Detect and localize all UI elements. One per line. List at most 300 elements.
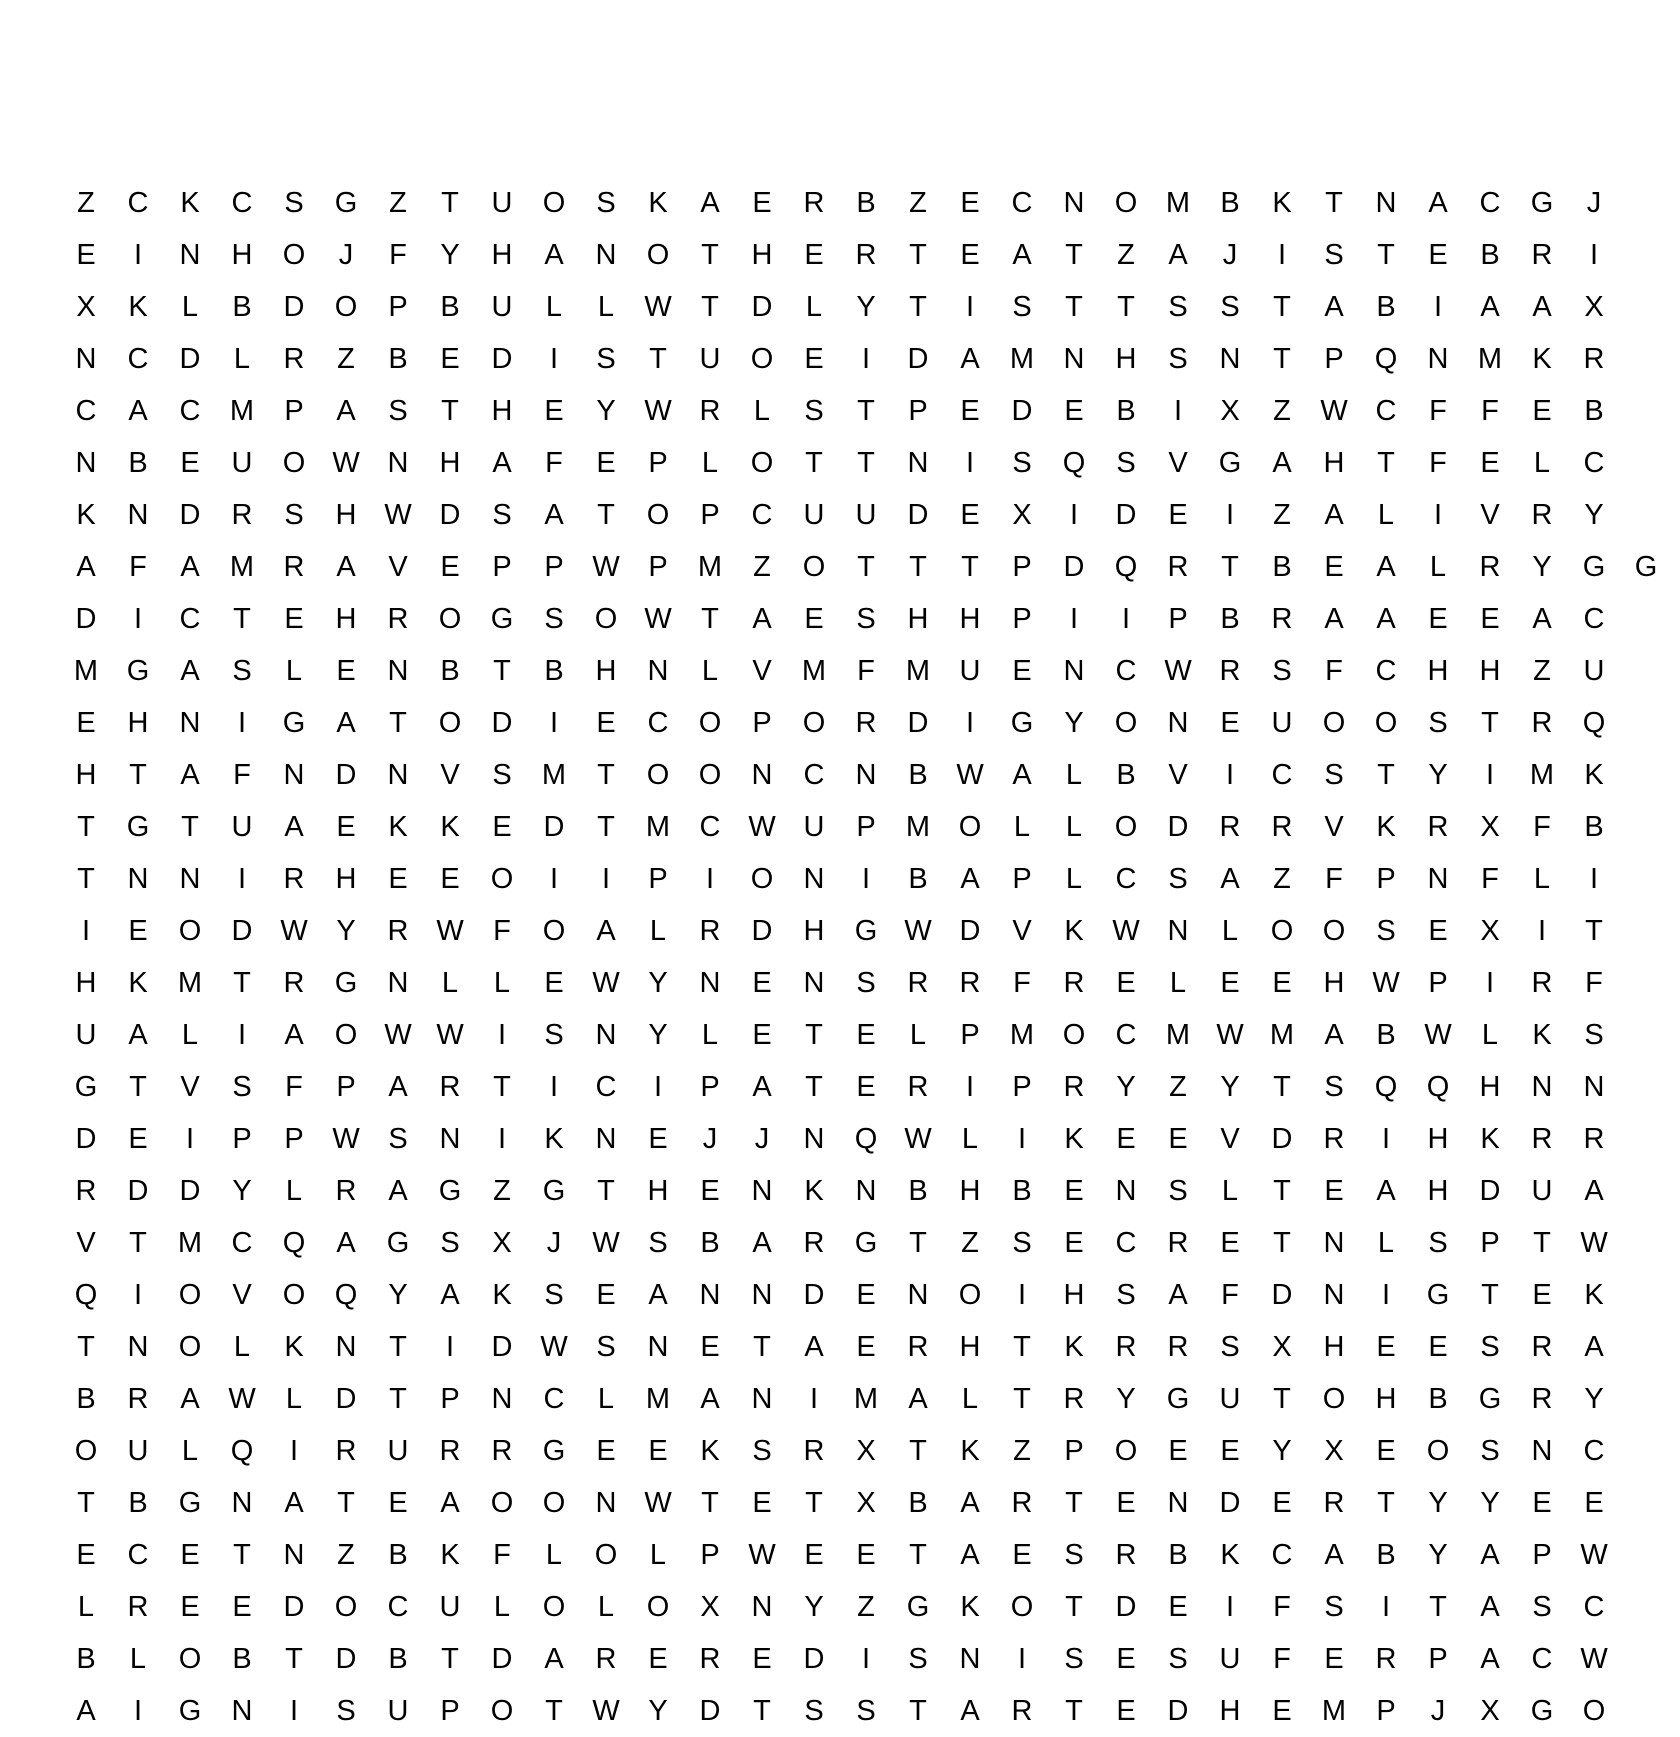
grid-letter[interactable]: T (1377, 758, 1395, 791)
grid-letter[interactable]: H (595, 654, 617, 687)
grid-letter[interactable]: O (282, 238, 306, 271)
grid-letter[interactable]: L (181, 290, 199, 323)
grid-letter[interactable]: T (233, 1538, 251, 1571)
grid-letter[interactable]: B (1168, 1538, 1188, 1571)
grid-letter[interactable]: N (283, 758, 305, 791)
grid-letter[interactable]: G (490, 602, 514, 635)
grid-letter[interactable]: Y (1428, 758, 1448, 791)
grid-letter[interactable]: E (1532, 394, 1552, 427)
grid-letter[interactable]: B (1116, 758, 1136, 791)
grid-letter[interactable]: F (389, 238, 407, 271)
grid-letter[interactable]: F (1481, 394, 1499, 427)
grid-letter[interactable]: H (1323, 1330, 1345, 1363)
grid-letter[interactable]: Z (1273, 498, 1291, 531)
grid-letter[interactable]: I (1381, 1122, 1391, 1155)
grid-letter[interactable]: R (1167, 1226, 1189, 1259)
grid-letter[interactable]: E (804, 602, 824, 635)
grid-letter[interactable]: Y (1116, 1070, 1136, 1103)
grid-letter[interactable]: G (126, 810, 150, 843)
grid-letter[interactable]: R (1323, 1122, 1345, 1155)
grid-letter[interactable]: M (905, 654, 931, 687)
grid-letter[interactable]: H (75, 758, 97, 791)
grid-letter[interactable]: N (1063, 186, 1085, 219)
grid-letter[interactable]: T (597, 810, 615, 843)
grid-letter[interactable]: G (386, 1226, 410, 1259)
grid-letter[interactable]: D (179, 1174, 201, 1207)
grid-letter[interactable]: T (441, 394, 459, 427)
grid-letter[interactable]: T (181, 810, 199, 843)
grid-letter[interactable]: E (648, 1122, 668, 1155)
grid-letter[interactable]: W (1216, 1018, 1244, 1051)
grid-letter[interactable]: H (647, 1174, 669, 1207)
grid-letter[interactable]: J (1430, 1694, 1446, 1727)
grid-letter[interactable]: K (180, 186, 200, 219)
grid-letter[interactable]: R (283, 342, 305, 375)
grid-letter[interactable]: E (1428, 1330, 1448, 1363)
grid-letter[interactable]: S (1064, 1538, 1084, 1571)
grid-letter[interactable]: R (907, 966, 929, 999)
grid-letter[interactable]: D (907, 498, 929, 531)
grid-letter[interactable]: O (74, 1434, 98, 1467)
grid-letter[interactable]: B (1584, 810, 1604, 843)
grid-letter[interactable]: H (491, 238, 513, 271)
grid-letter[interactable]: T (1273, 1382, 1291, 1415)
grid-letter[interactable]: O (646, 758, 670, 791)
grid-letter[interactable]: N (803, 966, 825, 999)
grid-letter[interactable]: I (1381, 1278, 1391, 1311)
grid-letter[interactable]: O (334, 1018, 358, 1051)
grid-letter[interactable]: E (76, 706, 96, 739)
grid-letter[interactable]: S (1012, 446, 1032, 479)
grid-letter[interactable]: E (180, 1538, 200, 1571)
grid-letter[interactable]: A (1220, 862, 1240, 895)
grid-letter[interactable]: N (803, 1122, 825, 1155)
grid-letter[interactable]: H (1323, 446, 1345, 479)
grid-letter[interactable]: E (1584, 1486, 1604, 1519)
grid-letter[interactable]: S (1324, 1590, 1344, 1623)
grid-letter[interactable]: W (1372, 966, 1400, 999)
grid-letter[interactable]: N (751, 1590, 773, 1623)
grid-letter[interactable]: E (1428, 238, 1448, 271)
grid-letter[interactable]: S (1116, 446, 1136, 479)
grid-letter[interactable]: O (438, 602, 462, 635)
grid-letter[interactable]: V (388, 550, 408, 583)
grid-letter[interactable]: S (1168, 342, 1188, 375)
grid-letter[interactable]: E (232, 1590, 252, 1623)
grid-letter[interactable]: S (1428, 1226, 1448, 1259)
grid-letter[interactable]: Q (282, 1226, 306, 1259)
grid-letter[interactable]: T (753, 1330, 771, 1363)
grid-letter[interactable]: R (803, 1226, 825, 1259)
grid-letter[interactable]: T (1065, 238, 1083, 271)
grid-letter[interactable]: J (702, 1122, 718, 1155)
grid-letter[interactable]: O (542, 1590, 566, 1623)
grid-letter[interactable]: H (907, 602, 929, 635)
grid-letter[interactable]: I (81, 914, 91, 947)
grid-letter[interactable]: K (1376, 810, 1396, 843)
grid-letter[interactable]: H (751, 238, 773, 271)
grid-letter[interactable]: K (284, 1330, 304, 1363)
grid-letter[interactable]: R (699, 394, 721, 427)
grid-letter[interactable]: D (75, 602, 97, 635)
grid-letter[interactable]: M (1009, 1018, 1035, 1051)
grid-letter[interactable]: U (1271, 706, 1293, 739)
grid-letter[interactable]: X (76, 290, 96, 323)
grid-letter[interactable]: A (492, 446, 512, 479)
grid-letter[interactable]: L (1377, 498, 1395, 531)
grid-letter[interactable]: M (905, 810, 931, 843)
grid-letter[interactable]: C (179, 602, 201, 635)
grid-letter[interactable]: M (1477, 342, 1503, 375)
grid-letter[interactable]: D (1219, 1486, 1241, 1519)
grid-letter[interactable]: T (77, 862, 95, 895)
grid-letter[interactable]: M (645, 810, 671, 843)
grid-letter[interactable]: F (1585, 966, 1603, 999)
grid-letter[interactable]: C (751, 498, 773, 531)
grid-letter[interactable]: I (965, 290, 975, 323)
grid-letter[interactable]: E (128, 1122, 148, 1155)
grid-letter[interactable]: L (1065, 758, 1083, 791)
grid-letter[interactable]: U (75, 1018, 97, 1051)
grid-letter[interactable]: J (546, 1226, 562, 1259)
grid-letter[interactable]: A (1376, 550, 1396, 583)
grid-letter[interactable]: U (127, 1434, 149, 1467)
grid-letter[interactable]: A (1428, 186, 1448, 219)
grid-letter[interactable]: O (178, 1278, 202, 1311)
grid-letter[interactable]: M (73, 654, 99, 687)
grid-letter[interactable]: O (490, 1694, 514, 1727)
grid-letter[interactable]: L (181, 1018, 199, 1051)
grid-letter[interactable]: E (388, 1486, 408, 1519)
grid-letter[interactable]: O (178, 1330, 202, 1363)
grid-letter[interactable]: C (231, 1226, 253, 1259)
grid-letter[interactable]: P (336, 1070, 356, 1103)
grid-letter[interactable]: I (549, 1070, 559, 1103)
grid-letter[interactable]: R (1531, 966, 1553, 999)
grid-letter[interactable]: X (856, 1486, 876, 1519)
grid-letter[interactable]: N (1531, 1434, 1553, 1467)
grid-letter[interactable]: T (1273, 1174, 1291, 1207)
grid-letter[interactable]: I (601, 862, 611, 895)
grid-letter[interactable]: Y (856, 290, 876, 323)
grid-letter[interactable]: L (1481, 1018, 1499, 1051)
grid-letter[interactable]: R (699, 1642, 721, 1675)
grid-letter[interactable]: N (855, 1174, 877, 1207)
grid-letter[interactable]: F (493, 1538, 511, 1571)
grid-letter[interactable]: E (752, 966, 772, 999)
grid-letter[interactable]: G (334, 966, 358, 999)
grid-letter[interactable]: I (133, 1278, 143, 1311)
grid-letter[interactable]: I (1485, 758, 1495, 791)
grid-letter[interactable]: F (1325, 862, 1343, 895)
grid-letter[interactable]: N (595, 1486, 617, 1519)
grid-letter[interactable]: P (700, 1070, 720, 1103)
grid-letter[interactable]: L (493, 1590, 511, 1623)
grid-letter[interactable]: I (965, 446, 975, 479)
grid-letter[interactable]: K (1584, 1278, 1604, 1311)
grid-letter[interactable]: E (128, 914, 148, 947)
grid-letter[interactable]: M (1529, 758, 1555, 791)
grid-letter[interactable]: G (282, 706, 306, 739)
grid-letter[interactable]: S (856, 602, 876, 635)
grid-letter[interactable]: O (958, 1278, 982, 1311)
grid-letter[interactable]: P (1376, 862, 1396, 895)
grid-letter[interactable]: L (649, 914, 667, 947)
grid-letter[interactable]: U (491, 290, 513, 323)
grid-letter[interactable]: S (440, 1226, 460, 1259)
grid-letter[interactable]: D (1271, 1278, 1293, 1311)
grid-letter[interactable]: T (805, 1018, 823, 1051)
grid-letter[interactable]: B (440, 290, 460, 323)
grid-letter[interactable]: Y (1532, 550, 1552, 583)
grid-letter[interactable]: E (180, 446, 200, 479)
grid-letter[interactable]: A (1584, 1330, 1604, 1363)
grid-letter[interactable]: A (440, 1278, 460, 1311)
grid-letter[interactable]: H (1063, 1278, 1085, 1311)
grid-letter[interactable]: L (597, 1382, 615, 1415)
grid-letter[interactable]: O (958, 810, 982, 843)
grid-letter[interactable]: S (856, 1694, 876, 1727)
grid-letter[interactable]: K (1584, 758, 1604, 791)
grid-letter[interactable]: U (1219, 1382, 1241, 1415)
grid-letter[interactable]: E (1116, 1642, 1136, 1675)
grid-letter[interactable]: E (1324, 1642, 1344, 1675)
grid-letter[interactable]: T (1481, 1278, 1499, 1311)
grid-letter[interactable]: H (1479, 1070, 1501, 1103)
grid-letter[interactable]: T (493, 1070, 511, 1103)
grid-letter[interactable]: D (491, 342, 513, 375)
grid-letter[interactable]: A (960, 1694, 980, 1727)
grid-letter[interactable]: H (1479, 654, 1501, 687)
grid-letter[interactable]: E (1532, 1278, 1552, 1311)
grid-letter[interactable]: N (1427, 342, 1449, 375)
grid-letter[interactable]: L (1533, 862, 1551, 895)
grid-letter[interactable]: K (960, 1590, 980, 1623)
grid-letter[interactable]: T (1429, 1590, 1447, 1623)
grid-letter[interactable]: M (229, 394, 255, 427)
grid-letter[interactable]: D (179, 498, 201, 531)
grid-letter[interactable]: W (436, 914, 464, 947)
grid-letter[interactable]: S (752, 1434, 772, 1467)
grid-letter[interactable]: O (490, 862, 514, 895)
grid-letter[interactable]: R (1427, 810, 1449, 843)
grid-letter[interactable]: E (856, 1538, 876, 1571)
grid-letter[interactable]: L (701, 1018, 719, 1051)
grid-letter[interactable]: M (853, 1382, 879, 1415)
grid-letter[interactable]: I (497, 1018, 507, 1051)
grid-letter[interactable]: T (1585, 914, 1603, 947)
grid-letter[interactable]: T (805, 1486, 823, 1519)
grid-letter[interactable]: K (700, 1434, 720, 1467)
grid-letter[interactable]: Q (1114, 550, 1138, 583)
grid-letter[interactable]: F (1429, 446, 1447, 479)
grid-letter[interactable]: T (441, 186, 459, 219)
grid-letter[interactable]: O (750, 862, 774, 895)
grid-letter[interactable]: O (1010, 1590, 1034, 1623)
grid-letter[interactable]: I (237, 862, 247, 895)
grid-letter[interactable]: T (649, 342, 667, 375)
grid-letter[interactable]: C (1583, 1590, 1605, 1623)
grid-letter[interactable]: K (1532, 1018, 1552, 1051)
grid-letter[interactable]: C (1583, 446, 1605, 479)
grid-letter[interactable]: X (492, 1226, 512, 1259)
grid-letter[interactable]: A (700, 1382, 720, 1415)
grid-letter[interactable]: X (1012, 498, 1032, 531)
grid-letter[interactable]: I (653, 1070, 663, 1103)
grid-letter[interactable]: A (544, 498, 564, 531)
grid-letter[interactable]: I (861, 862, 871, 895)
grid-letter[interactable]: T (389, 1382, 407, 1415)
grid-letter[interactable]: E (544, 966, 564, 999)
grid-letter[interactable]: C (1375, 394, 1397, 427)
grid-letter[interactable]: H (1427, 1174, 1449, 1207)
grid-letter[interactable]: P (752, 706, 772, 739)
grid-letter[interactable]: P (284, 394, 304, 427)
grid-letter[interactable]: C (1479, 186, 1501, 219)
grid-letter[interactable]: W (1320, 394, 1348, 427)
grid-letter[interactable]: Y (440, 238, 460, 271)
grid-letter[interactable]: L (181, 1434, 199, 1467)
grid-letter[interactable]: T (909, 1434, 927, 1467)
grid-letter[interactable]: D (699, 1694, 721, 1727)
grid-letter[interactable]: Y (1584, 498, 1604, 531)
grid-letter[interactable]: V (232, 1278, 252, 1311)
grid-letter[interactable]: A (180, 654, 200, 687)
grid-letter[interactable]: T (1065, 290, 1083, 323)
grid-letter[interactable]: I (1017, 1642, 1027, 1675)
grid-letter[interactable]: E (752, 1642, 772, 1675)
grid-letter[interactable]: D (1167, 1694, 1189, 1727)
grid-letter[interactable]: U (439, 1590, 461, 1623)
grid-letter[interactable]: Q (1374, 1070, 1398, 1103)
grid-letter[interactable]: L (493, 966, 511, 999)
grid-letter[interactable]: C (803, 758, 825, 791)
grid-letter[interactable]: B (908, 862, 928, 895)
grid-letter[interactable]: W (1580, 1226, 1608, 1259)
grid-letter[interactable]: W (1580, 1538, 1608, 1571)
grid-letter[interactable]: E (1480, 602, 1500, 635)
grid-letter[interactable]: H (335, 602, 357, 635)
grid-letter[interactable]: Z (77, 186, 95, 219)
grid-letter[interactable]: B (1220, 602, 1240, 635)
grid-letter[interactable]: Y (648, 966, 668, 999)
grid-letter[interactable]: E (336, 810, 356, 843)
grid-letter[interactable]: T (753, 1694, 771, 1727)
grid-letter[interactable]: N (127, 498, 149, 531)
grid-letter[interactable]: I (1017, 1278, 1027, 1311)
grid-letter[interactable]: T (545, 1694, 563, 1727)
grid-letter[interactable]: U (387, 1694, 409, 1727)
grid-letter[interactable]: I (1433, 290, 1443, 323)
grid-letter[interactable]: B (1116, 394, 1136, 427)
grid-letter[interactable]: N (699, 966, 721, 999)
grid-letter[interactable]: N (179, 238, 201, 271)
grid-letter[interactable]: M (1321, 1694, 1347, 1727)
grid-letter[interactable]: E (752, 186, 772, 219)
grid-letter[interactable]: Z (909, 186, 927, 219)
grid-letter[interactable]: E (752, 1018, 772, 1051)
grid-letter[interactable]: V (180, 1070, 200, 1103)
grid-letter[interactable]: L (961, 1382, 979, 1415)
grid-letter[interactable]: C (595, 1070, 617, 1103)
grid-letter[interactable]: R (335, 1174, 357, 1207)
grid-letter[interactable]: L (1429, 550, 1447, 583)
grid-letter[interactable]: E (804, 1538, 824, 1571)
grid-letter[interactable]: S (388, 394, 408, 427)
grid-letter[interactable]: A (752, 1226, 772, 1259)
grid-letter[interactable]: U (387, 1434, 409, 1467)
grid-letter[interactable]: A (1012, 238, 1032, 271)
grid-letter[interactable]: N (75, 446, 97, 479)
grid-letter[interactable]: A (1324, 290, 1344, 323)
grid-letter[interactable]: Y (596, 394, 616, 427)
grid-letter[interactable]: W (540, 1330, 568, 1363)
grid-letter[interactable]: F (1533, 810, 1551, 843)
grid-letter[interactable]: O (646, 1590, 670, 1623)
grid-letter[interactable]: N (231, 1694, 253, 1727)
grid-letter[interactable]: A (804, 1330, 824, 1363)
grid-letter[interactable]: C (387, 1590, 409, 1623)
grid-letter[interactable]: J (1586, 186, 1602, 219)
grid-letter[interactable]: E (1428, 914, 1448, 947)
grid-letter[interactable]: R (803, 1434, 825, 1467)
grid-letter[interactable]: O (542, 1486, 566, 1519)
grid-letter[interactable]: A (1532, 602, 1552, 635)
grid-letter[interactable]: E (856, 1330, 876, 1363)
grid-letter[interactable]: W (1580, 1642, 1608, 1675)
grid-letter[interactable]: Y (1220, 1070, 1240, 1103)
grid-letter[interactable]: S (232, 654, 252, 687)
grid-letter[interactable]: F (129, 550, 147, 583)
grid-letter[interactable]: L (1065, 862, 1083, 895)
grid-letter[interactable]: S (492, 758, 512, 791)
grid-letter[interactable]: F (233, 758, 251, 791)
grid-letter[interactable]: Y (648, 1694, 668, 1727)
grid-letter[interactable]: I (1277, 238, 1287, 271)
grid-letter[interactable]: O (438, 706, 462, 739)
grid-letter[interactable]: O (542, 914, 566, 947)
grid-letter[interactable]: I (133, 238, 143, 271)
grid-letter[interactable]: N (751, 1174, 773, 1207)
grid-letter[interactable]: G (1218, 446, 1242, 479)
grid-letter[interactable]: R (1063, 966, 1085, 999)
grid-letter[interactable]: F (1481, 862, 1499, 895)
grid-letter[interactable]: P (440, 1382, 460, 1415)
grid-letter[interactable]: R (1323, 1486, 1345, 1519)
grid-letter[interactable]: H (1427, 1122, 1449, 1155)
grid-letter[interactable]: M (541, 758, 567, 791)
grid-letter[interactable]: H (959, 602, 981, 635)
grid-letter[interactable]: O (750, 446, 774, 479)
grid-letter[interactable]: R (439, 1070, 461, 1103)
grid-letter[interactable]: S (1324, 1070, 1344, 1103)
grid-letter[interactable]: Y (336, 914, 356, 947)
grid-letter[interactable]: L (545, 1538, 563, 1571)
grid-letter[interactable]: D (335, 1642, 357, 1675)
grid-letter[interactable]: O (646, 238, 670, 271)
grid-letter[interactable]: T (233, 602, 251, 635)
grid-letter[interactable]: A (1012, 758, 1032, 791)
grid-letter[interactable]: T (233, 966, 251, 999)
grid-letter[interactable]: X (856, 1434, 876, 1467)
grid-letter[interactable]: N (231, 1486, 253, 1519)
grid-letter[interactable]: K (1064, 1122, 1084, 1155)
grid-letter[interactable]: Z (857, 1590, 875, 1623)
grid-letter[interactable]: D (803, 1278, 825, 1311)
grid-letter[interactable]: P (1428, 966, 1448, 999)
grid-letter[interactable]: L (701, 654, 719, 687)
grid-letter[interactable]: E (856, 1278, 876, 1311)
